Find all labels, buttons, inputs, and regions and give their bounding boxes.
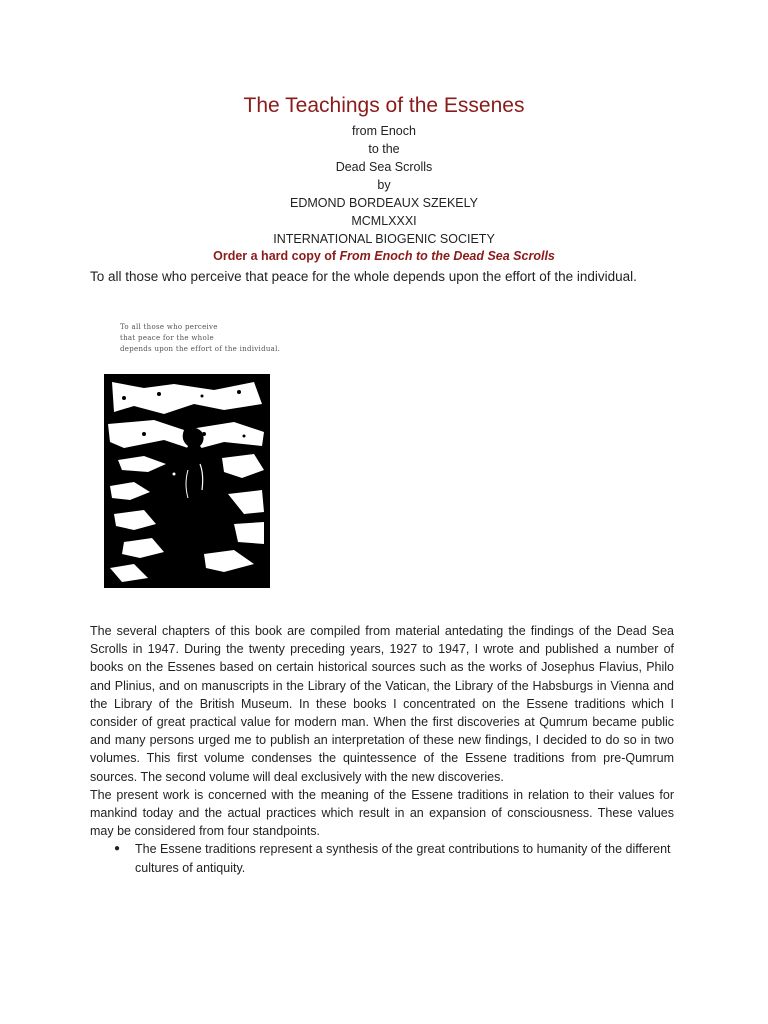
dedication-text: To all those who perceive that peace for the whole depends upon the effort of the individual. [90, 269, 637, 284]
seated-figure-image [104, 374, 270, 588]
document-title: The Teachings of the Essenes [243, 94, 525, 117]
title-block [0, 122, 768, 248]
scan-line: To all those who perceive [120, 323, 218, 331]
publisher-line: INTERNATIONAL BIOGENIC SOCIETY [273, 232, 495, 246]
scan-line: that peace for the whole [120, 334, 214, 342]
cover-photo [104, 374, 270, 588]
bullet-list [90, 840, 674, 876]
order-hard-copy-link[interactable] [0, 247, 768, 265]
paragraph: The present work is concerned with the meaning of the Essene traditions in relation to their values for mankind today and the actual practices which result in an expansion of consciousness. These values may be considered from four standpoints. [90, 787, 674, 839]
subtitle-line: to the [368, 142, 400, 156]
subtitle-line: by [377, 178, 391, 192]
subtitle-line: Dead Sea Scrolls [335, 160, 433, 174]
order-prefix: Order a hard copy of [213, 249, 340, 263]
scanned-dedication [120, 322, 280, 355]
bullet-icon: ● [114, 843, 121, 855]
order-book-title[interactable]: From Enoch to the Dead Sea Scrolls [339, 249, 555, 263]
body-text [90, 622, 674, 877]
year-line: MCMLXXXI [351, 214, 417, 228]
scan-line: depends upon the effort of the individual. [120, 345, 280, 353]
author-line: EDMOND BORDEAUX SZEKELY [289, 196, 478, 210]
list-item [90, 840, 674, 876]
paragraph: The several chapters of this book are compiled from material antedating the findings of the Dead Sea Scrolls in 1947. During the twenty preceding years, 1927 to 1947, I wrote and published a number of books on the Essenes based on certain historical sources such as the works of Josephus Flavius, Philo and Plinius, and on manuscripts in the Library of the Vatican, the Library of the Habsburgs in Vienna and the Library of the British Museum. In these books I concentrated on the Essene traditions which I consider of great practical value for modern man. When the first discoveries at Qumrum became public and many persons urged me to publish an interpretation of these new findings, I decided to do so in two volumes. This first volume condenses the quintessence of the Essene traditions from pre-Qumrum sources. The second volume will deal exclusively with the new discoveries. [90, 624, 674, 784]
list-item-text: The Essene traditions represent a synthesis of the great contributions to humanity of the different cultures of antiquity. [135, 842, 671, 875]
subtitle-line: from Enoch [352, 124, 416, 138]
